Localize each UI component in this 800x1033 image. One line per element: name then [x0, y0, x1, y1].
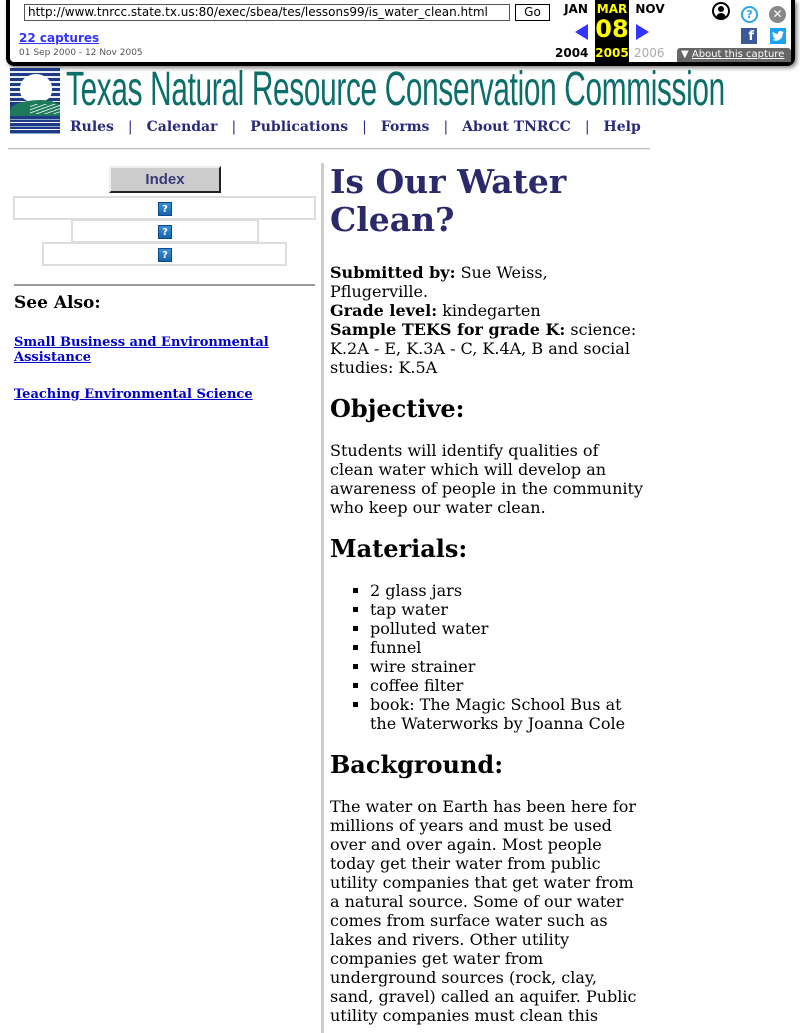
close-icon[interactable]: ✕ — [769, 6, 786, 23]
lesson-content — [330, 163, 645, 1025]
broken-image-icon: ? — [158, 202, 172, 216]
next-capture-arrow-icon[interactable] — [636, 24, 649, 40]
nav-separator: | — [362, 119, 367, 135]
nav-about[interactable]: About TNRCC — [462, 119, 571, 135]
grade-label: Grade level: — [330, 301, 438, 320]
about-capture-button[interactable] — [677, 48, 791, 62]
current-day: 08 — [595, 15, 629, 43]
broken-image-icon: ? — [158, 225, 172, 239]
materials-list — [330, 581, 645, 733]
prev-year-link[interactable]: 2004 — [555, 46, 589, 60]
link-small-business[interactable]: Small Business and Environmental Assistance — [14, 335, 269, 365]
list-item: ▪ 2 glass jars — [370, 581, 645, 600]
broken-image-link-1[interactable] — [13, 196, 316, 220]
current-capture — [595, 0, 629, 62]
prev-capture-arrow-icon[interactable] — [575, 24, 588, 40]
nav-separator: | — [584, 119, 590, 135]
broken-image-icon: ? — [158, 248, 172, 262]
site-title: Texas Natural Resource Conservation Commission — [66, 63, 725, 116]
background-heading: Background: — [330, 750, 504, 779]
help-icon[interactable]: ? — [741, 6, 758, 23]
twitter-icon[interactable] — [770, 28, 786, 44]
list-item: ▪ polluted water — [370, 619, 645, 638]
next-month-link[interactable]: NOV — [635, 2, 665, 16]
lesson-title: Is Our Water Clean? — [330, 162, 567, 239]
go-button[interactable]: Go — [515, 4, 550, 21]
submitted-label: Submitted by: — [330, 263, 456, 282]
wayback-toolbar — [6, 0, 795, 66]
list-item: ▪ funnel — [370, 638, 645, 657]
teks-label: Sample TEKS for grade K: — [330, 320, 566, 339]
site-nav — [70, 119, 641, 135]
nav-separator: | — [231, 119, 237, 135]
triangle-down-icon: ▼ — [681, 49, 689, 60]
list-item: ▪ coffee filter — [370, 676, 645, 695]
grade-value: kindegarten — [442, 301, 541, 320]
nav-help[interactable]: Help — [603, 119, 641, 135]
link-teaching-env-science[interactable]: Teaching Environmental Science — [14, 387, 253, 402]
list-item: ▪ book: The Magic School Bus at the Waterworks by Joanna Cole — [370, 695, 645, 733]
captures-link[interactable]: 22 captures — [19, 31, 100, 45]
background-text: The water on Earth has been here for millions of years and must be used over and over again. Most people today get their water from public utility companies that get water from a natural source. Some of our water comes from surface water such as lakes and rivers. Other utility companies get water from underground sources (rock, clay, sand, gravel) called an aquifer. Public utility companies must clean this — [330, 797, 637, 1025]
nav-separator: | — [443, 119, 449, 135]
user-icon[interactable] — [712, 2, 730, 20]
nav-publications[interactable]: Publications — [250, 119, 349, 135]
lesson-meta — [330, 263, 645, 377]
next-year-label: 2006 — [634, 46, 665, 60]
url-input[interactable]: http://www.tnrcc.state.tx.us:80/exec/sbea/tes/lessons99/is_water_clean.html — [24, 4, 510, 21]
nav-rules[interactable]: Rules — [70, 119, 114, 135]
nav-separator: | — [127, 119, 133, 135]
sidebar-divider — [14, 284, 315, 286]
nav-calendar[interactable]: Calendar — [146, 119, 218, 135]
see-also-heading: See Also: — [14, 293, 101, 313]
nav-forms[interactable]: Forms — [380, 119, 430, 135]
list-item: ▪ wire strainer — [370, 657, 645, 676]
facebook-icon[interactable]: f — [741, 28, 757, 44]
objective-heading: Objective: — [330, 394, 465, 423]
header-divider — [8, 148, 650, 150]
index-button[interactable]: Index — [109, 166, 221, 193]
list-item: ▪ tap water — [370, 600, 645, 619]
submitted-value: Sue Weiss, Pflugerville. — [330, 263, 548, 301]
tnrcc-logo[interactable] — [10, 68, 60, 134]
about-capture-label: About this capture — [691, 49, 785, 60]
teks-value: science: K.2A - E, K.3A - C, K.4A, B and social studies: K.5A — [330, 320, 637, 377]
capture-date-range: 01 Sep 2000 - 12 Nov 2005 — [19, 48, 143, 58]
column-divider — [321, 163, 324, 1033]
prev-month-link[interactable]: JAN — [564, 2, 588, 16]
broken-image-link-2[interactable] — [71, 219, 259, 243]
materials-heading: Materials: — [330, 534, 468, 563]
current-year: 2005 — [595, 46, 629, 60]
broken-image-link-3[interactable] — [42, 242, 287, 266]
current-month: MAR — [596, 2, 628, 16]
objective-text: Students will identify qualities of clean water which will develop an awareness of people in the community who keep our water clean. — [330, 441, 643, 517]
